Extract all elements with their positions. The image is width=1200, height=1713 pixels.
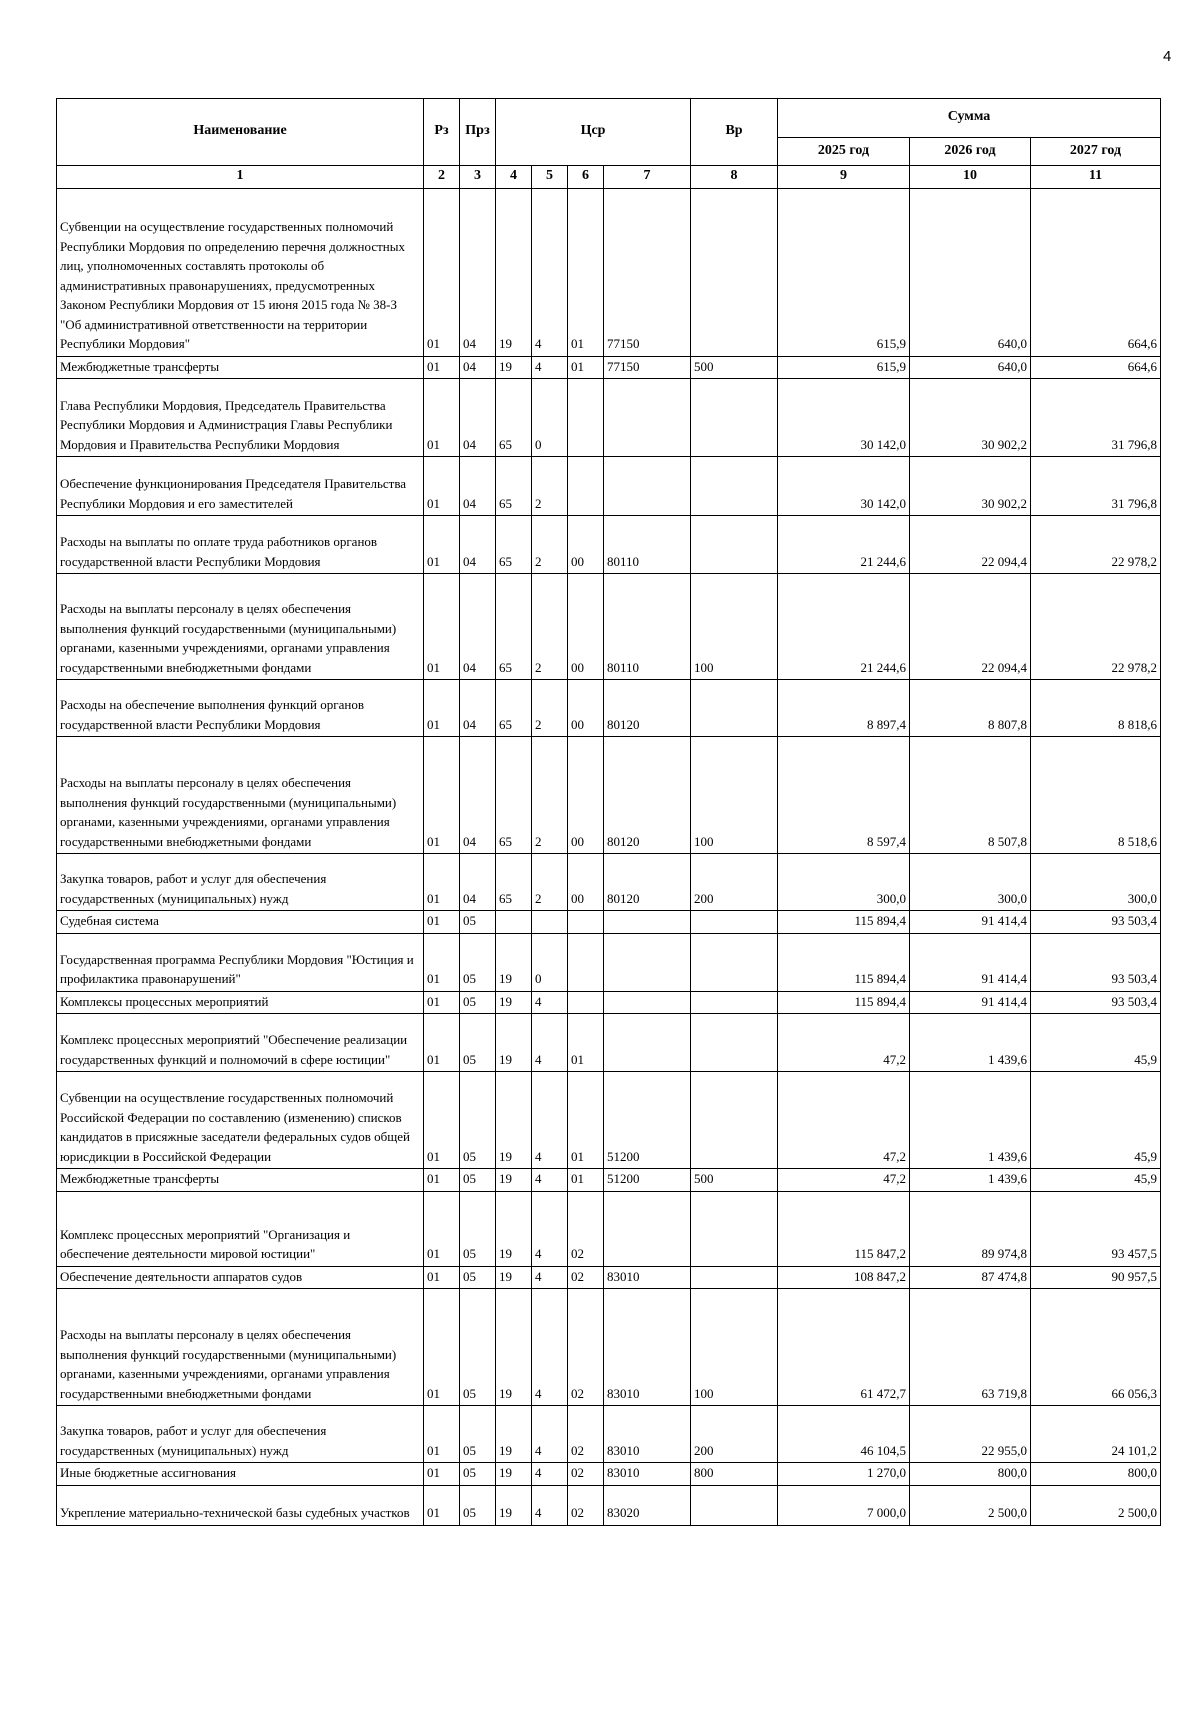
row-vr: 500 [691, 356, 778, 379]
row-cer-6: 00 [568, 737, 604, 854]
column-number-row [57, 166, 1161, 189]
row-sum-2026: 1 439,6 [910, 1169, 1031, 1192]
row-prz: 05 [460, 1406, 496, 1463]
row-vr [691, 933, 778, 991]
row-cer-5: 4 [532, 188, 568, 356]
row-name: Государственная программа Республики Мордовия "Юстиция и профилактика правонарушений" [57, 933, 424, 991]
table-row [57, 1406, 1161, 1463]
row-cer-6: 00 [568, 854, 604, 911]
row-prz: 05 [460, 1014, 496, 1072]
row-prz: 05 [460, 1266, 496, 1289]
row-cer-4: 19 [496, 1463, 532, 1486]
header-vr: Вр [691, 99, 778, 166]
row-sum-2026: 8 807,8 [910, 680, 1031, 737]
row-sum-2025: 615,9 [778, 356, 910, 379]
row-sum-2026: 640,0 [910, 356, 1031, 379]
row-sum-2026: 640,0 [910, 188, 1031, 356]
row-cer-4: 19 [496, 1014, 532, 1072]
row-sum-2026: 1 439,6 [910, 1072, 1031, 1169]
row-cer-4: 19 [496, 1485, 532, 1525]
row-sum-2027: 664,6 [1031, 356, 1161, 379]
row-sum-2026: 8 507,8 [910, 737, 1031, 854]
row-name: Расходы на обеспечение выполнения функций органов государственной власти Республики Мордовия [57, 680, 424, 737]
row-cer-6 [568, 457, 604, 516]
row-vr [691, 457, 778, 516]
row-sum-2027: 45,9 [1031, 1072, 1161, 1169]
row-vr [691, 379, 778, 457]
row-sum-2025: 115 894,4 [778, 933, 910, 991]
row-sum-2026: 22 094,4 [910, 516, 1031, 574]
row-cer-4: 19 [496, 1266, 532, 1289]
row-cer-6 [568, 379, 604, 457]
table-row [57, 356, 1161, 379]
row-cer-6: 00 [568, 574, 604, 680]
row-cer-4: 65 [496, 516, 532, 574]
header-year-2025: 2025 год [778, 138, 910, 166]
row-vr [691, 1072, 778, 1169]
row-cer-7: 51200 [604, 1072, 691, 1169]
row-sum-2027: 45,9 [1031, 1169, 1161, 1192]
row-sum-2026: 30 902,2 [910, 457, 1031, 516]
table-row [57, 1169, 1161, 1192]
row-cer-4: 19 [496, 1072, 532, 1169]
row-cer-5: 4 [532, 1191, 568, 1266]
row-cer-7 [604, 911, 691, 934]
row-cer-4: 19 [496, 1169, 532, 1192]
row-sum-2026: 30 902,2 [910, 379, 1031, 457]
row-rz: 01 [424, 1463, 460, 1486]
row-cer-7: 77150 [604, 356, 691, 379]
table-row [57, 457, 1161, 516]
row-rz: 01 [424, 854, 460, 911]
row-sum-2026: 89 974,8 [910, 1191, 1031, 1266]
row-cer-4: 65 [496, 737, 532, 854]
row-cer-4: 19 [496, 356, 532, 379]
row-sum-2025: 300,0 [778, 854, 910, 911]
row-cer-7 [604, 1014, 691, 1072]
row-cer-4: 65 [496, 680, 532, 737]
row-sum-2027: 22 978,2 [1031, 574, 1161, 680]
row-sum-2027: 93 503,4 [1031, 933, 1161, 991]
row-cer-4: 65 [496, 457, 532, 516]
row-name: Комплекс процессных мероприятий "Организация и обеспечение деятельности мировой юстиции" [57, 1191, 424, 1266]
row-sum-2025: 47,2 [778, 1014, 910, 1072]
column-number: 8 [691, 166, 778, 189]
row-prz: 04 [460, 379, 496, 457]
row-rz: 01 [424, 933, 460, 991]
row-cer-7: 83010 [604, 1266, 691, 1289]
row-sum-2027: 22 978,2 [1031, 516, 1161, 574]
row-prz: 05 [460, 1463, 496, 1486]
row-sum-2027: 800,0 [1031, 1463, 1161, 1486]
row-sum-2027: 45,9 [1031, 1014, 1161, 1072]
row-rz: 01 [424, 457, 460, 516]
row-cer-5: 4 [532, 1072, 568, 1169]
row-sum-2025: 30 142,0 [778, 379, 910, 457]
row-prz: 05 [460, 1072, 496, 1169]
row-cer-5: 4 [532, 991, 568, 1014]
row-name: Межбюджетные трансферты [57, 356, 424, 379]
row-cer-5: 4 [532, 1485, 568, 1525]
row-sum-2026: 91 414,4 [910, 911, 1031, 934]
row-sum-2025: 7 000,0 [778, 1485, 910, 1525]
row-prz: 04 [460, 457, 496, 516]
header-name: Наименование [57, 99, 424, 166]
row-vr [691, 516, 778, 574]
row-prz: 05 [460, 1289, 496, 1406]
row-rz: 01 [424, 1485, 460, 1525]
column-number: 9 [778, 166, 910, 189]
row-sum-2027: 8 518,6 [1031, 737, 1161, 854]
row-cer-5: 0 [532, 933, 568, 991]
row-name: Расходы на выплаты персоналу в целях обеспечения выполнения функций государственными (муниципальными) органами, казенными учреждениями, органами управления государственными внебюджетными фондами [57, 1289, 424, 1406]
row-cer-5 [532, 911, 568, 934]
row-cer-7 [604, 933, 691, 991]
row-cer-7: 80120 [604, 854, 691, 911]
row-cer-5: 4 [532, 1169, 568, 1192]
header-rz: Рз [424, 99, 460, 166]
row-sum-2027: 31 796,8 [1031, 379, 1161, 457]
column-number: 11 [1031, 166, 1161, 189]
row-cer-6: 01 [568, 188, 604, 356]
row-sum-2025: 30 142,0 [778, 457, 910, 516]
header-prz: Прз [460, 99, 496, 166]
row-name: Расходы на выплаты персоналу в целях обеспечения выполнения функций государственными (муниципальными) органами, казенными учреждениями, органами управления государственными внебюджетными фондами [57, 574, 424, 680]
row-sum-2027: 93 503,4 [1031, 991, 1161, 1014]
row-name: Обеспечение функционирования Председателя Правительства Республики Мордовия и его заместителей [57, 457, 424, 516]
row-vr [691, 1014, 778, 1072]
row-cer-7 [604, 1191, 691, 1266]
row-sum-2025: 115 894,4 [778, 911, 910, 934]
table-row [57, 933, 1161, 991]
row-name: Расходы на выплаты персоналу в целях обеспечения выполнения функций государственными (муниципальными) органами, казенными учреждениями, органами управления государственными внебюджетными фондами [57, 737, 424, 854]
row-cer-5: 0 [532, 379, 568, 457]
row-cer-6: 02 [568, 1191, 604, 1266]
table-row [57, 1485, 1161, 1525]
row-rz: 01 [424, 379, 460, 457]
row-prz: 04 [460, 516, 496, 574]
table-row [57, 911, 1161, 934]
row-cer-5: 4 [532, 1014, 568, 1072]
row-rz: 01 [424, 1072, 460, 1169]
table-row [57, 1072, 1161, 1169]
row-sum-2026: 300,0 [910, 854, 1031, 911]
row-cer-7 [604, 457, 691, 516]
row-vr: 100 [691, 574, 778, 680]
row-cer-7: 77150 [604, 188, 691, 356]
row-rz: 01 [424, 1289, 460, 1406]
table-row [57, 1289, 1161, 1406]
row-cer-4: 65 [496, 574, 532, 680]
row-vr: 100 [691, 1289, 778, 1406]
row-rz: 01 [424, 188, 460, 356]
row-name: Комплексы процессных мероприятий [57, 991, 424, 1014]
row-sum-2026: 22 094,4 [910, 574, 1031, 680]
table-row [57, 854, 1161, 911]
row-sum-2027: 31 796,8 [1031, 457, 1161, 516]
row-rz: 01 [424, 1014, 460, 1072]
page-number: 4 [1163, 48, 1172, 65]
row-rz: 01 [424, 911, 460, 934]
row-vr [691, 911, 778, 934]
column-number: 7 [604, 166, 691, 189]
row-prz: 04 [460, 574, 496, 680]
row-prz: 05 [460, 1485, 496, 1525]
row-prz: 04 [460, 854, 496, 911]
row-name: Глава Республики Мордовия, Председатель Правительства Республики Мордовия и Администрация Главы Республики Мордовия и Правительства Республики Мордовия [57, 379, 424, 457]
row-name: Обеспечение деятельности аппаратов судов [57, 1266, 424, 1289]
row-sum-2027: 664,6 [1031, 188, 1161, 356]
row-prz: 05 [460, 1191, 496, 1266]
row-sum-2025: 615,9 [778, 188, 910, 356]
row-rz: 01 [424, 991, 460, 1014]
row-cer-5: 2 [532, 574, 568, 680]
row-prz: 05 [460, 933, 496, 991]
row-cer-6: 01 [568, 356, 604, 379]
row-vr [691, 1191, 778, 1266]
row-sum-2026: 63 719,8 [910, 1289, 1031, 1406]
row-cer-6: 02 [568, 1289, 604, 1406]
row-vr: 200 [691, 1406, 778, 1463]
row-sum-2026: 22 955,0 [910, 1406, 1031, 1463]
row-cer-5: 2 [532, 854, 568, 911]
row-sum-2025: 61 472,7 [778, 1289, 910, 1406]
header-year-2026: 2026 год [910, 138, 1031, 166]
row-cer-5: 4 [532, 1289, 568, 1406]
table-row [57, 516, 1161, 574]
row-cer-6: 02 [568, 1406, 604, 1463]
row-prz: 05 [460, 1169, 496, 1192]
row-vr [691, 991, 778, 1014]
row-sum-2027: 24 101,2 [1031, 1406, 1161, 1463]
row-cer-6: 00 [568, 680, 604, 737]
column-number: 3 [460, 166, 496, 189]
row-vr: 200 [691, 854, 778, 911]
row-prz: 05 [460, 911, 496, 934]
row-cer-6 [568, 991, 604, 1014]
row-cer-5: 4 [532, 1463, 568, 1486]
row-cer-7: 83010 [604, 1289, 691, 1406]
column-number: 4 [496, 166, 532, 189]
column-number: 2 [424, 166, 460, 189]
row-rz: 01 [424, 356, 460, 379]
table-row [57, 188, 1161, 356]
row-sum-2025: 1 270,0 [778, 1463, 910, 1486]
row-cer-5: 2 [532, 516, 568, 574]
row-name: Межбюджетные трансферты [57, 1169, 424, 1192]
row-vr [691, 1485, 778, 1525]
row-sum-2027: 300,0 [1031, 854, 1161, 911]
row-cer-5: 2 [532, 737, 568, 854]
row-cer-7: 51200 [604, 1169, 691, 1192]
row-vr: 100 [691, 737, 778, 854]
row-name: Субвенции на осуществление государственных полномочий Республики Мордовия по определению перечня должностных лиц, уполномоченных составлять протоколы об административных правонарушениях, предусмотренных Законом Республики Мордовия от 15 июня 2015 года № 38-З "Об административной ответственности на территории Республики Мордовия" [57, 188, 424, 356]
table-row [57, 1463, 1161, 1486]
row-vr [691, 1266, 778, 1289]
row-cer-6 [568, 933, 604, 991]
row-cer-7: 83010 [604, 1406, 691, 1463]
row-sum-2025: 115 847,2 [778, 1191, 910, 1266]
row-sum-2025: 47,2 [778, 1072, 910, 1169]
header-sum: Сумма [778, 99, 1161, 138]
row-name: Судебная система [57, 911, 424, 934]
row-sum-2027: 2 500,0 [1031, 1485, 1161, 1525]
table-row [57, 737, 1161, 854]
row-vr [691, 680, 778, 737]
header-year-2027: 2027 год [1031, 138, 1161, 166]
row-prz: 04 [460, 737, 496, 854]
row-cer-6 [568, 911, 604, 934]
column-number: 1 [57, 166, 424, 189]
row-cer-4 [496, 911, 532, 934]
row-cer-7: 80120 [604, 737, 691, 854]
budget-table [56, 98, 1161, 1526]
table-row [57, 1014, 1161, 1072]
row-cer-6: 02 [568, 1485, 604, 1525]
row-sum-2027: 8 818,6 [1031, 680, 1161, 737]
row-cer-7: 80110 [604, 516, 691, 574]
row-cer-4: 19 [496, 1191, 532, 1266]
row-cer-4: 19 [496, 1406, 532, 1463]
row-rz: 01 [424, 1406, 460, 1463]
row-vr: 800 [691, 1463, 778, 1486]
row-name: Закупка товаров, работ и услуг для обеспечения государственных (муниципальных) нужд [57, 854, 424, 911]
row-name: Укрепление материально-технической базы судебных участков [57, 1485, 424, 1525]
row-sum-2027: 90 957,5 [1031, 1266, 1161, 1289]
row-cer-7 [604, 379, 691, 457]
row-prz: 05 [460, 991, 496, 1014]
row-cer-5: 4 [532, 1406, 568, 1463]
row-cer-4: 65 [496, 854, 532, 911]
table-row [57, 379, 1161, 457]
row-sum-2025: 21 244,6 [778, 516, 910, 574]
row-prz: 04 [460, 188, 496, 356]
row-sum-2025: 21 244,6 [778, 574, 910, 680]
column-number: 10 [910, 166, 1031, 189]
row-cer-6: 00 [568, 516, 604, 574]
row-sum-2025: 8 597,4 [778, 737, 910, 854]
row-sum-2027: 93 503,4 [1031, 911, 1161, 934]
table-row [57, 574, 1161, 680]
row-cer-4: 19 [496, 933, 532, 991]
row-cer-5: 4 [532, 1266, 568, 1289]
row-cer-6: 02 [568, 1266, 604, 1289]
row-cer-6: 01 [568, 1072, 604, 1169]
row-rz: 01 [424, 1169, 460, 1192]
table-row [57, 680, 1161, 737]
table-row [57, 991, 1161, 1014]
row-cer-6: 01 [568, 1169, 604, 1192]
table-row [57, 1266, 1161, 1289]
row-cer-6: 01 [568, 1014, 604, 1072]
row-cer-7: 80110 [604, 574, 691, 680]
row-cer-4: 65 [496, 379, 532, 457]
row-cer-6: 02 [568, 1463, 604, 1486]
header-cer: Цср [496, 99, 691, 166]
row-sum-2026: 1 439,6 [910, 1014, 1031, 1072]
column-number: 5 [532, 166, 568, 189]
row-cer-4: 19 [496, 188, 532, 356]
table-row [57, 1191, 1161, 1266]
row-cer-7: 83010 [604, 1463, 691, 1486]
row-vr: 500 [691, 1169, 778, 1192]
row-sum-2025: 46 104,5 [778, 1406, 910, 1463]
row-rz: 01 [424, 1191, 460, 1266]
row-name: Закупка товаров, работ и услуг для обеспечения государственных (муниципальных) нужд [57, 1406, 424, 1463]
row-cer-4: 19 [496, 991, 532, 1014]
row-sum-2025: 115 894,4 [778, 991, 910, 1014]
row-prz: 04 [460, 356, 496, 379]
row-rz: 01 [424, 574, 460, 680]
row-name: Иные бюджетные ассигнования [57, 1463, 424, 1486]
row-cer-7: 80120 [604, 680, 691, 737]
row-sum-2025: 47,2 [778, 1169, 910, 1192]
row-sum-2026: 2 500,0 [910, 1485, 1031, 1525]
row-rz: 01 [424, 737, 460, 854]
row-cer-5: 2 [532, 680, 568, 737]
row-name: Комплекс процессных мероприятий "Обеспечение реализации государственных функций и полномочий в сфере юстиции" [57, 1014, 424, 1072]
row-rz: 01 [424, 680, 460, 737]
row-prz: 04 [460, 680, 496, 737]
row-sum-2026: 87 474,8 [910, 1266, 1031, 1289]
row-name: Субвенции на осуществление государственных полномочий Российской Федерации по составлению (изменению) списков кандидатов в присяжные заседатели федеральных судов общей юрисдикции в Российской Федерации [57, 1072, 424, 1169]
row-cer-5: 2 [532, 457, 568, 516]
row-cer-5: 4 [532, 356, 568, 379]
row-cer-4: 19 [496, 1289, 532, 1406]
row-name: Расходы на выплаты по оплате труда работников органов государственной власти Республики Мордовия [57, 516, 424, 574]
row-sum-2025: 8 897,4 [778, 680, 910, 737]
row-rz: 01 [424, 516, 460, 574]
row-sum-2025: 108 847,2 [778, 1266, 910, 1289]
row-rz: 01 [424, 1266, 460, 1289]
row-cer-7: 83020 [604, 1485, 691, 1525]
row-sum-2027: 66 056,3 [1031, 1289, 1161, 1406]
row-cer-7 [604, 991, 691, 1014]
row-vr [691, 188, 778, 356]
row-sum-2026: 91 414,4 [910, 933, 1031, 991]
row-sum-2026: 800,0 [910, 1463, 1031, 1486]
row-sum-2026: 91 414,4 [910, 991, 1031, 1014]
row-sum-2027: 93 457,5 [1031, 1191, 1161, 1266]
column-number: 6 [568, 166, 604, 189]
